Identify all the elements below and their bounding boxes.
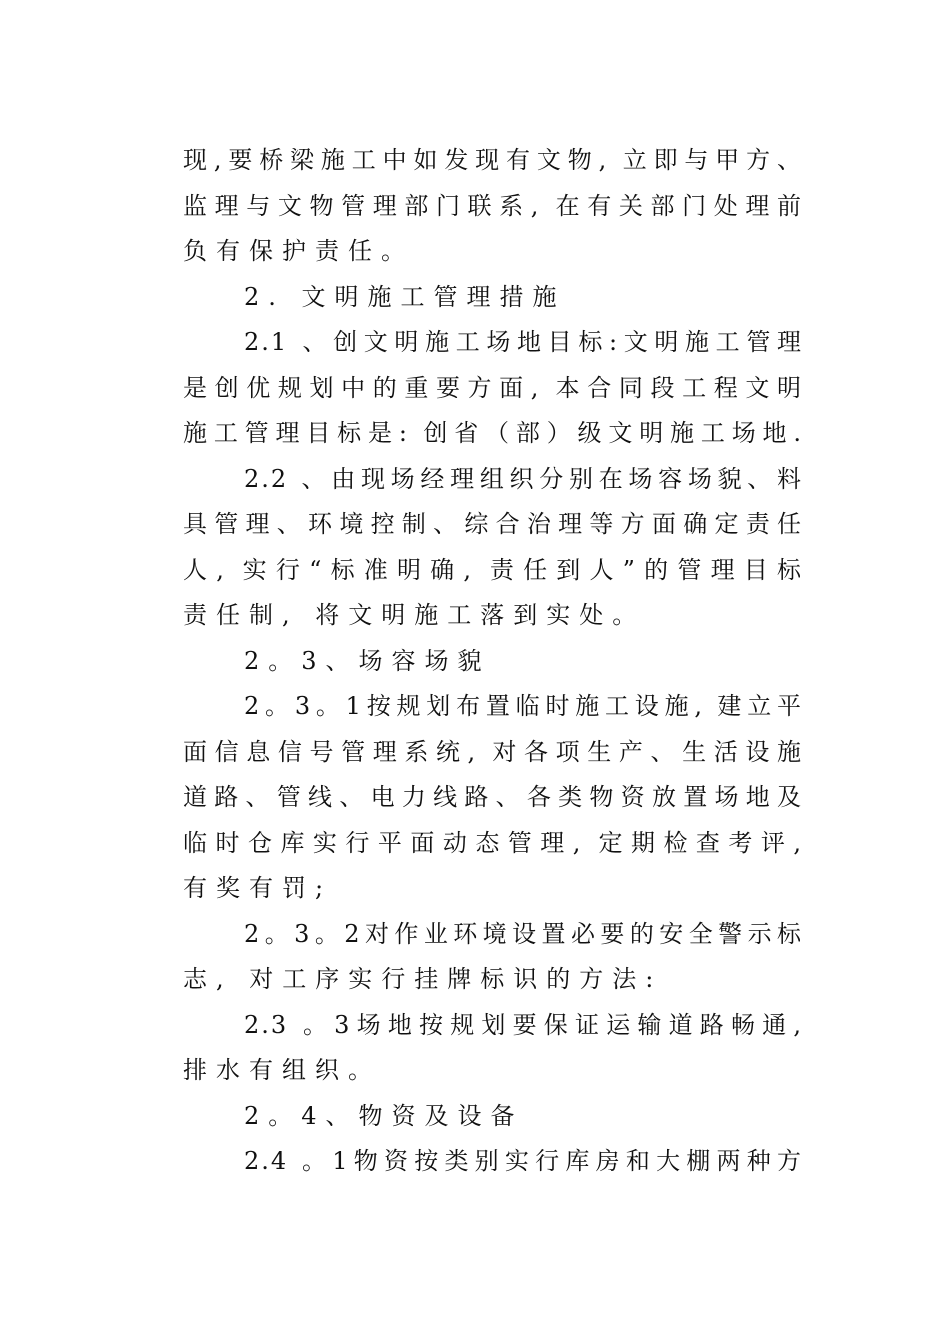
- text-line: 现,要桥梁施工中如发现有文物, 立即与甲方、: [183, 146, 803, 174]
- text-line: 临时仓库实行平面动态管理, 定期检查考评,: [183, 829, 803, 857]
- text-line: 2。3。1按规划布置临时施工设施, 建立平: [244, 692, 803, 720]
- text-line: 2.3 。3场地按规划要保证运输道路畅通,: [244, 1011, 803, 1039]
- text-line: 面信息信号管理系统, 对各项生产、生活设施: [183, 738, 803, 766]
- text-line: 责任制, 将文明施工落到实处。: [183, 601, 646, 629]
- text-line: 人, 实行“标准明确, 责任到人”的管理目标: [183, 556, 803, 584]
- text-line: 排水有组织。: [183, 1056, 381, 1084]
- text-line: 志, 对工序实行挂牌标识的方法:: [183, 965, 663, 993]
- section-heading: 2。4、物资及设备: [244, 1102, 524, 1130]
- text-line: 有奖有罚;: [183, 874, 333, 902]
- text-line: 具管理、环境控制、综合治理等方面确定责任: [183, 510, 803, 538]
- text-line: 2.4 。1物资按类别实行库房和大棚两种方: [244, 1147, 803, 1175]
- text-line: 2.1 、创文明施工场地目标:文明施工管理: [244, 328, 803, 356]
- text-line: 负有保护责任。: [183, 237, 414, 265]
- text-line: 施工管理目标是: 创省（部）级文明施工场地.: [183, 419, 803, 447]
- text-line: 2.2 、由现场经理组织分别在场容场貌、料: [244, 465, 803, 493]
- section-heading: 2。3、场容场貌: [244, 647, 491, 675]
- text-line: 2。3。2对作业环境设置必要的安全警示标: [244, 920, 803, 948]
- section-heading: 2. 文明施工管理措施: [244, 283, 566, 311]
- text-line: 监理与文物管理部门联系, 在有关部门处理前: [183, 192, 803, 220]
- text-line: 是创优规划中的重要方面, 本合同段工程文明: [183, 374, 803, 402]
- text-line: 道路、管线、电力线路、各类物资放置场地及: [183, 783, 803, 811]
